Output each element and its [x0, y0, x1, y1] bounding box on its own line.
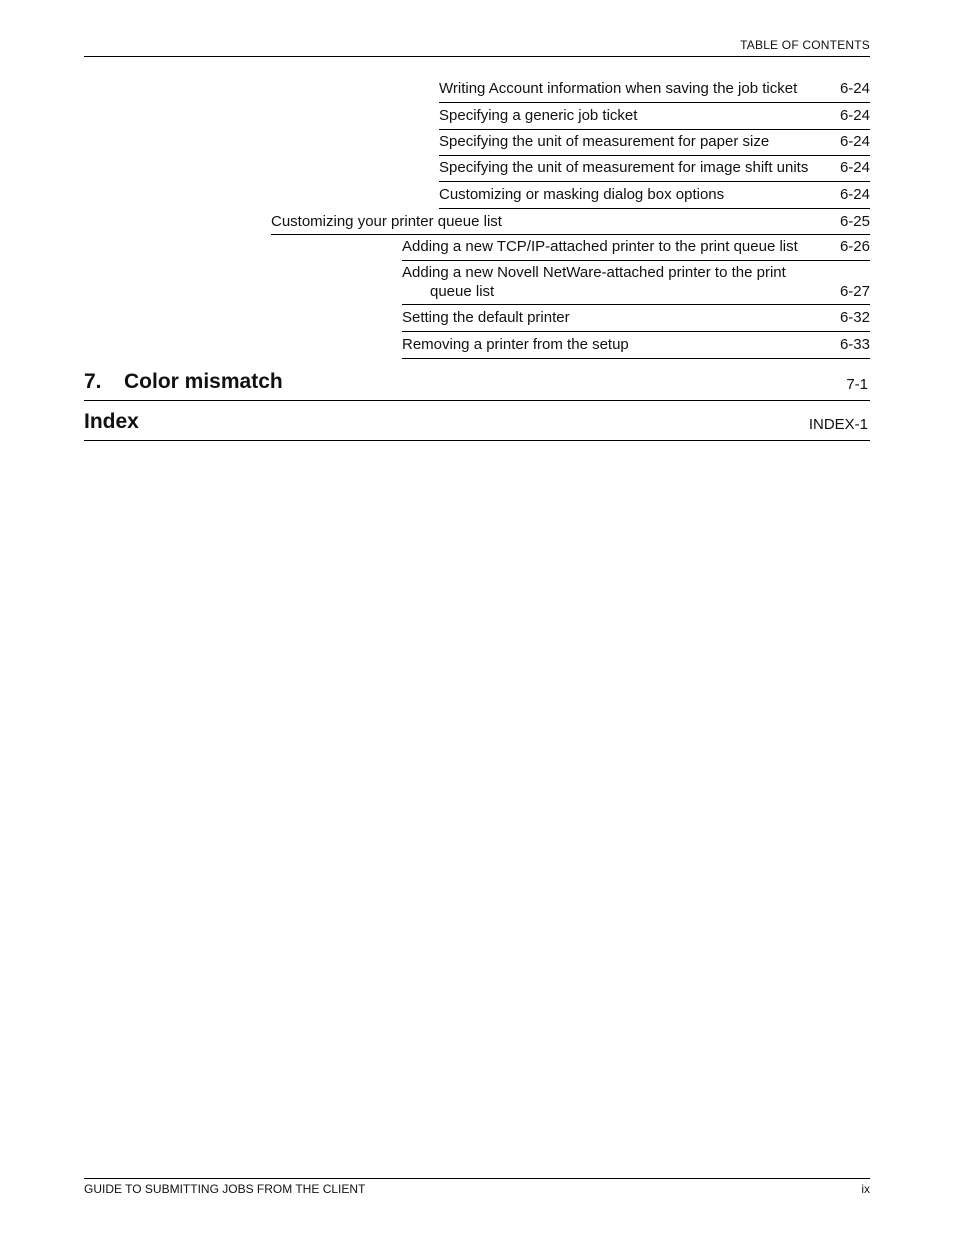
toc-entry[interactable]: [439, 78, 870, 103]
chapter-number: 7.: [84, 370, 102, 393]
chapter-page: 7-1: [846, 376, 868, 393]
toc-entry-title: Customizing your printer queue list: [271, 213, 502, 230]
toc-entry-title: Adding a new Novell NetWare-attached printer to the print: [402, 264, 786, 281]
toc-entry-title: Specifying the unit of measurement for image shift units: [439, 159, 809, 176]
page-header: [84, 36, 870, 57]
toc-entry-title: Removing a printer from the setup: [402, 336, 629, 353]
toc-entry-page: 6-24: [839, 80, 870, 97]
toc-entry-page: 6-26: [839, 238, 870, 255]
toc-entry-title: Setting the default printer: [402, 309, 570, 326]
toc-chapter-7[interactable]: [84, 368, 870, 401]
toc-entry-title-cont: queue list: [430, 283, 495, 300]
footer-page-number: ix: [861, 1182, 870, 1196]
toc-entry-page: 6-24: [839, 133, 870, 150]
toc-entry-title: Adding a new TCP/IP-attached printer to the print queue list: [402, 238, 798, 255]
toc-entry-title: Customizing or masking dialog box options: [439, 186, 725, 203]
toc-entry-title: Specifying a generic job ticket: [439, 107, 638, 124]
toc-index[interactable]: [84, 408, 870, 441]
toc-entry[interactable]: [402, 333, 870, 359]
toc-entry[interactable]: [439, 104, 870, 130]
toc-entry[interactable]: [402, 306, 870, 332]
toc-entry[interactable]: [439, 157, 870, 182]
toc-entry-page: 6-24: [839, 159, 870, 176]
toc-entry[interactable]: [402, 236, 870, 261]
toc-entry-page: 6-25: [839, 213, 870, 230]
toc-entry-page: 6-24: [839, 107, 870, 124]
toc-entry-title: Specifying the unit of measurement for paper size: [439, 133, 770, 150]
toc-entry[interactable]: [271, 210, 870, 235]
toc-entry-page: 6-27: [839, 283, 870, 300]
page-footer: [84, 1178, 870, 1199]
footer-guide-title: GUIDE TO SUBMITTING JOBS FROM THE CLIENT: [84, 1182, 366, 1196]
toc-entry-title: Writing Account information when saving the job ticket: [439, 80, 798, 97]
toc-entry[interactable]: [439, 131, 870, 156]
chapter-name: Color mismatch: [124, 370, 283, 393]
toc-entry-page: 6-33: [839, 336, 870, 353]
toc-entry-page: 6-24: [839, 186, 870, 203]
header-section-title: TABLE OF CONTENTS: [740, 38, 870, 52]
toc-entry[interactable]: [439, 183, 870, 209]
chapter-title: [84, 370, 283, 394]
toc-entry[interactable]: [402, 262, 870, 305]
toc-entry-page: 6-32: [839, 309, 870, 326]
index-title: Index: [84, 410, 139, 433]
index-page: INDEX-1: [808, 416, 868, 433]
